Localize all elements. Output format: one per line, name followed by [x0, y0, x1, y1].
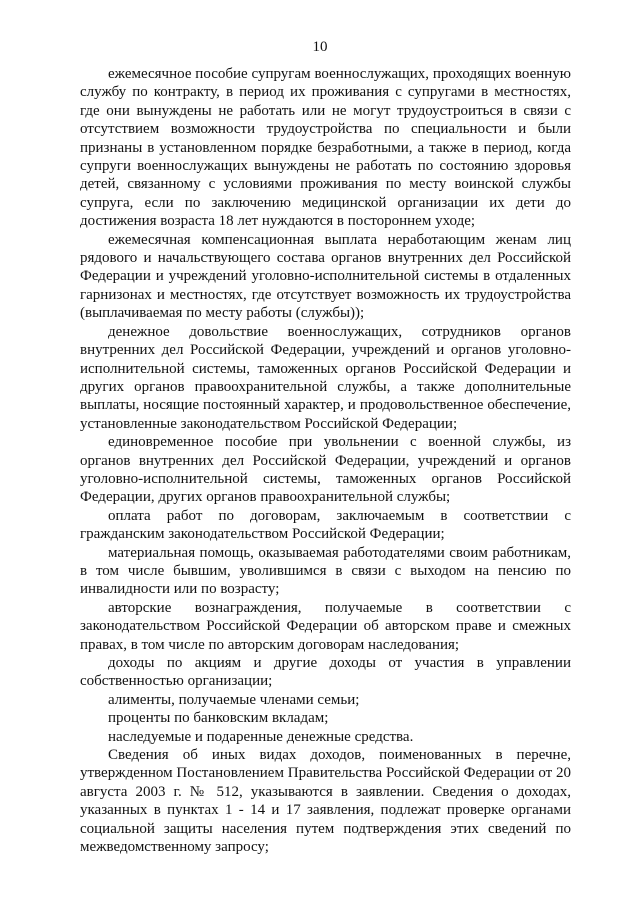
paragraph-share-income: доходы по акциям и другие доходы от участия в управлении собственностью организации;: [80, 655, 571, 690]
paragraph-material-aid: материальная помощь, оказываемая работодателями своим работникам, в том числе бывшим, уволившимся в связи с выходом на пенсию по инвалидности или по возрасту;: [80, 544, 571, 598]
paragraph-alimony: алименты, получаемые членами семьи;: [108, 691, 360, 708]
paragraph-inherited-funds: наследуемые и подаренные денежные средства.: [108, 728, 414, 745]
page-number: 10: [312, 39, 328, 55]
paragraph-monetary-allowance: денежное довольствие военнослужащих, сотрудников органов внутренних дел Российской Федерации, учреждений и органов уголовно-исполнительной системы, таможенных органов Российской Федерации и других органов правоохранительной службы, а также дополнительные выплаты, носящие постоянный характер, и продовольственное обеспечение, установленные законодательством Российской Федерации;: [80, 323, 571, 432]
paragraph-compensation-payment: ежемесячная компенсационная выплата неработающим женам лиц рядового и начальствующего состава органов внутренних дел Российской Федерации и учреждений уголовно-исполнительной системы в отдаленных гарнизонах и местностях, где отсутствует возможность их трудоустройства (выплачиваемая по месту работы (службы));: [80, 231, 571, 322]
paragraph-severance-benefit: единовременное пособие при увольнении с военной службы, из органов внутренних дел Российской Федерации, учреждений и органов уголовно-исполнительной системы, таможенных органов Российской Федерации, других органов правоохранительной службы;: [80, 434, 571, 506]
paragraph-other-income-info: Сведения об иных видах доходов, поименованных в перечне, утвержденном Постановлением Правительства Российской Федерации от 20 августа 2003 г. № 512, указываются в заявлении. Сведения о доходах, указанных в пунктах 1 - 14 и 17 заявления, подлежат проверке органами социальной защиты населения путем подтверждения этих сведений по межведомственному запросу;: [80, 747, 571, 856]
paragraph-royalties: авторские вознаграждения, получаемые в соответствии с законодательством Российской Федерации об авторском праве и смежных правах, в том числе по авторским договорам наследования;: [80, 599, 571, 653]
paragraph-deposit-interest: проценты по банковским вкладам;: [108, 710, 329, 727]
paragraph-contract-payment: оплата работ по договорам, заключаемым в соответствии с гражданским законодательством Российской Федерации;: [80, 507, 571, 543]
document-body: [80, 65, 571, 856]
paragraph-spouse-allowance: ежемесячное пособие супругам военнослужащих, проходящих военную службу по контракту, в период их проживания с супругами в местностях, где они вынуждены не работать или не могут трудоустроиться в связи с отсутствием возможности трудоустройства по специальности и были признаны в установленном порядке безработными, а также в период, когда супруги военнослужащих вынуждены не работать по состоянию здоровья детей, связанному с условиями проживания по месту воинской службы супруга, если по заключению медицинской организации их дети до достижения возраста 18 лет нуждаются в постороннем уходе;: [80, 66, 571, 230]
